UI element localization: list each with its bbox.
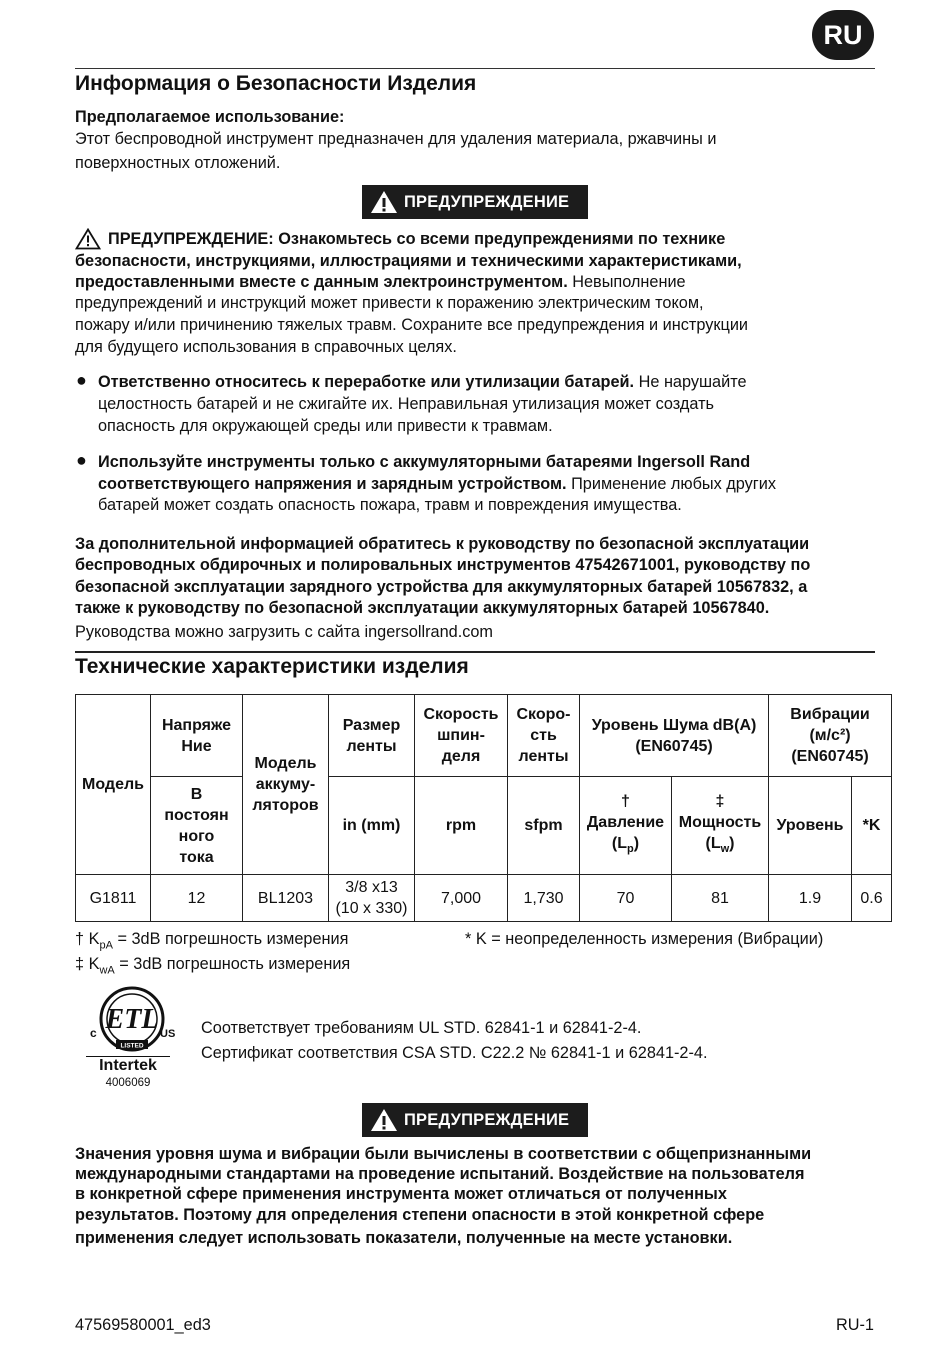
cell-battery: BL1203 [243,875,329,922]
bullet-line: соответствующего напряжения и зарядным устройством. Применение любых других [98,475,776,493]
unit-level: Уровень [769,777,852,875]
additional-info-line: За дополнительной информацией обратитесь к руководству по безопасной эксплуатации [75,535,810,553]
warning-text-line: предоставленными вместе с данным электроинструментом. Невыполнение [75,273,686,291]
header-voltage: Напряже Ние [151,695,243,777]
etl-logo-c: c [90,1026,97,1040]
final-warning-line: в конкретной сфере применения инструмента может отличаться от полученных [75,1185,727,1203]
intended-use-line: поверхностных отложений. [75,154,281,172]
cell-model: G1811 [76,875,151,922]
footnote-pressure: † $K_{pA} = 3dB$ погрешность измерения [75,930,349,952]
header-model: Модель [76,695,151,875]
svg-text:ETL: ETL [105,1004,159,1035]
warning-text-line: для будущего использования в справочных целях. [75,338,457,356]
cell-power: 81 [672,875,769,922]
bullet-dot: ● [76,450,87,470]
section-title-safety: Информация о Безопасности Изделия [75,72,477,95]
bullet-line: опасность для окружающей среды или привести к травмам. [98,417,553,435]
page-number: RU-1 [836,1316,874,1334]
doc-number: 47569580001_ed3 [75,1316,211,1334]
unit-voltage: В постоян ного тока [151,777,243,875]
header-noise: Уровень Шума dB(A) (EN60745) [580,695,769,777]
cell-belt-size: 3/8 x13 (10 x 330) [329,875,415,922]
cell-spindle: 7,000 [415,875,508,922]
header-spindle-speed: Скорость шпин- деля [415,695,508,777]
final-warning-line: международными стандартами на проведение испытаний. Воздействие на пользователя [75,1165,805,1183]
unit-spindle: rpm [415,777,508,875]
etl-logo-listed: LISTED [120,1042,144,1050]
cell-voltage: 12 [151,875,243,922]
header-belt-speed: Скоро- сть ленты [508,695,580,777]
unit-belt-size: in (mm) [329,777,415,875]
footnote-power: ‡ $K_{wA} = 3dB$ погрешность измерения [75,955,351,977]
intended-use-line: Этот беспроводной инструмент предназначен для удаления материала, ржавчины и [75,130,717,148]
final-warning-line: результатов. Поэтому для определения степени опасности в этой конкретной сфере [75,1206,765,1224]
language-badge: RU [812,10,874,60]
etl-listed-logo [86,985,178,1093]
additional-info-line: безопасной эксплуатации зарядного устройства для аккумуляторных батарей 10567832, а [75,578,808,596]
bullet-line: Ответственно относитесь к переработке или утилизации батарей. Не нарушайте [98,373,747,391]
warning-banner [362,1103,588,1137]
header-vibration: Вибрации (м/c²) (EN60745) [769,695,892,777]
bullet-line: Используйте инструменты только с аккумуляторными батареями Ingersoll Rand [98,453,751,471]
unit-k: *K [852,777,892,875]
top-divider [75,68,875,69]
download-note: Руководства можно загрузить с сайта ingersollrand.com [75,623,493,641]
intertek-brand: Intertek [99,1057,157,1074]
warning-text-line: безопасности, инструкциями, иллюстрациями и техническими характеристиками, [75,252,742,270]
cell-k: 0.6 [852,875,892,922]
warning-banner-label: ПРЕДУПРЕЖДЕНИЕ [404,192,570,211]
warning-banner-label: ПРЕДУПРЕЖДЕНИЕ [404,1110,570,1129]
header-belt-size: Размер ленты [329,695,415,777]
cell-pressure: 70 [580,875,672,922]
additional-info-line: беспроводных обдирочных и полировальных инструментов 47542671001, руководству по [75,556,811,574]
bullet-line: целостность батарей и не сжигайте их. Неправильная утилизация может создать [98,395,715,413]
cell-level: 1.9 [769,875,852,922]
bullet-dot: ● [76,370,87,390]
additional-info-line: также к руководству по безопасной эксплуатации аккумуляторных батарей 10567840. [75,599,770,617]
cell-belt-speed: 1,730 [508,875,580,922]
footnote-k: * K = неопределенность измерения (Вибрации) [465,930,824,948]
warning-triangle-icon [370,1108,398,1132]
warning-text-line: ПРЕДУПРЕЖДЕНИЕ: Ознакомьтесь со всеми предупреждениями по технике [108,230,726,248]
warning-text-line: пожару и/или причинению тяжелых травм. Сохраните все предупреждения и инструкции [75,316,749,334]
section-title-specs: Технические характеристики изделия [75,655,469,678]
intended-use-heading: Предполагаемое использование: [75,108,345,126]
unit-belt-speed: sfpm [508,777,580,875]
cert-line: Сертификат соответствия CSA STD. C22.2 № 62841-1 и 62841-2-4. [201,1044,708,1062]
warning-text-line: предупреждений и инструкций может привести к поражению электрическим током, [75,294,704,312]
etl-mark-icon [86,985,178,1057]
etl-logo-us: US [160,1028,176,1040]
section-divider [75,651,875,653]
unit-power: ‡ Мощность $(L_w)$ [672,777,769,875]
warning-banner [362,185,588,219]
header-battery-model: Модель аккуму- ляторов [243,695,329,875]
final-warning-line: применения следует использовать показатели, полученные на месте установки. [75,1229,733,1247]
warning-triangle-icon [370,190,398,214]
intertek-number: 4006069 [105,1077,151,1089]
cert-line: Соответствует требованиям UL STD. 62841-1 и 62841-2-4. [201,1019,642,1037]
unit-pressure: † Давление $(L_p)$ [580,777,672,875]
bullet-line: батарей может создать опасность пожара, травм и повреждения имущества. [98,496,682,514]
spec-table [75,694,892,922]
final-warning-line: Значения уровня шума и вибрации были вычислены в соответствии с общепризнанными [75,1145,812,1163]
table-row [76,875,892,922]
